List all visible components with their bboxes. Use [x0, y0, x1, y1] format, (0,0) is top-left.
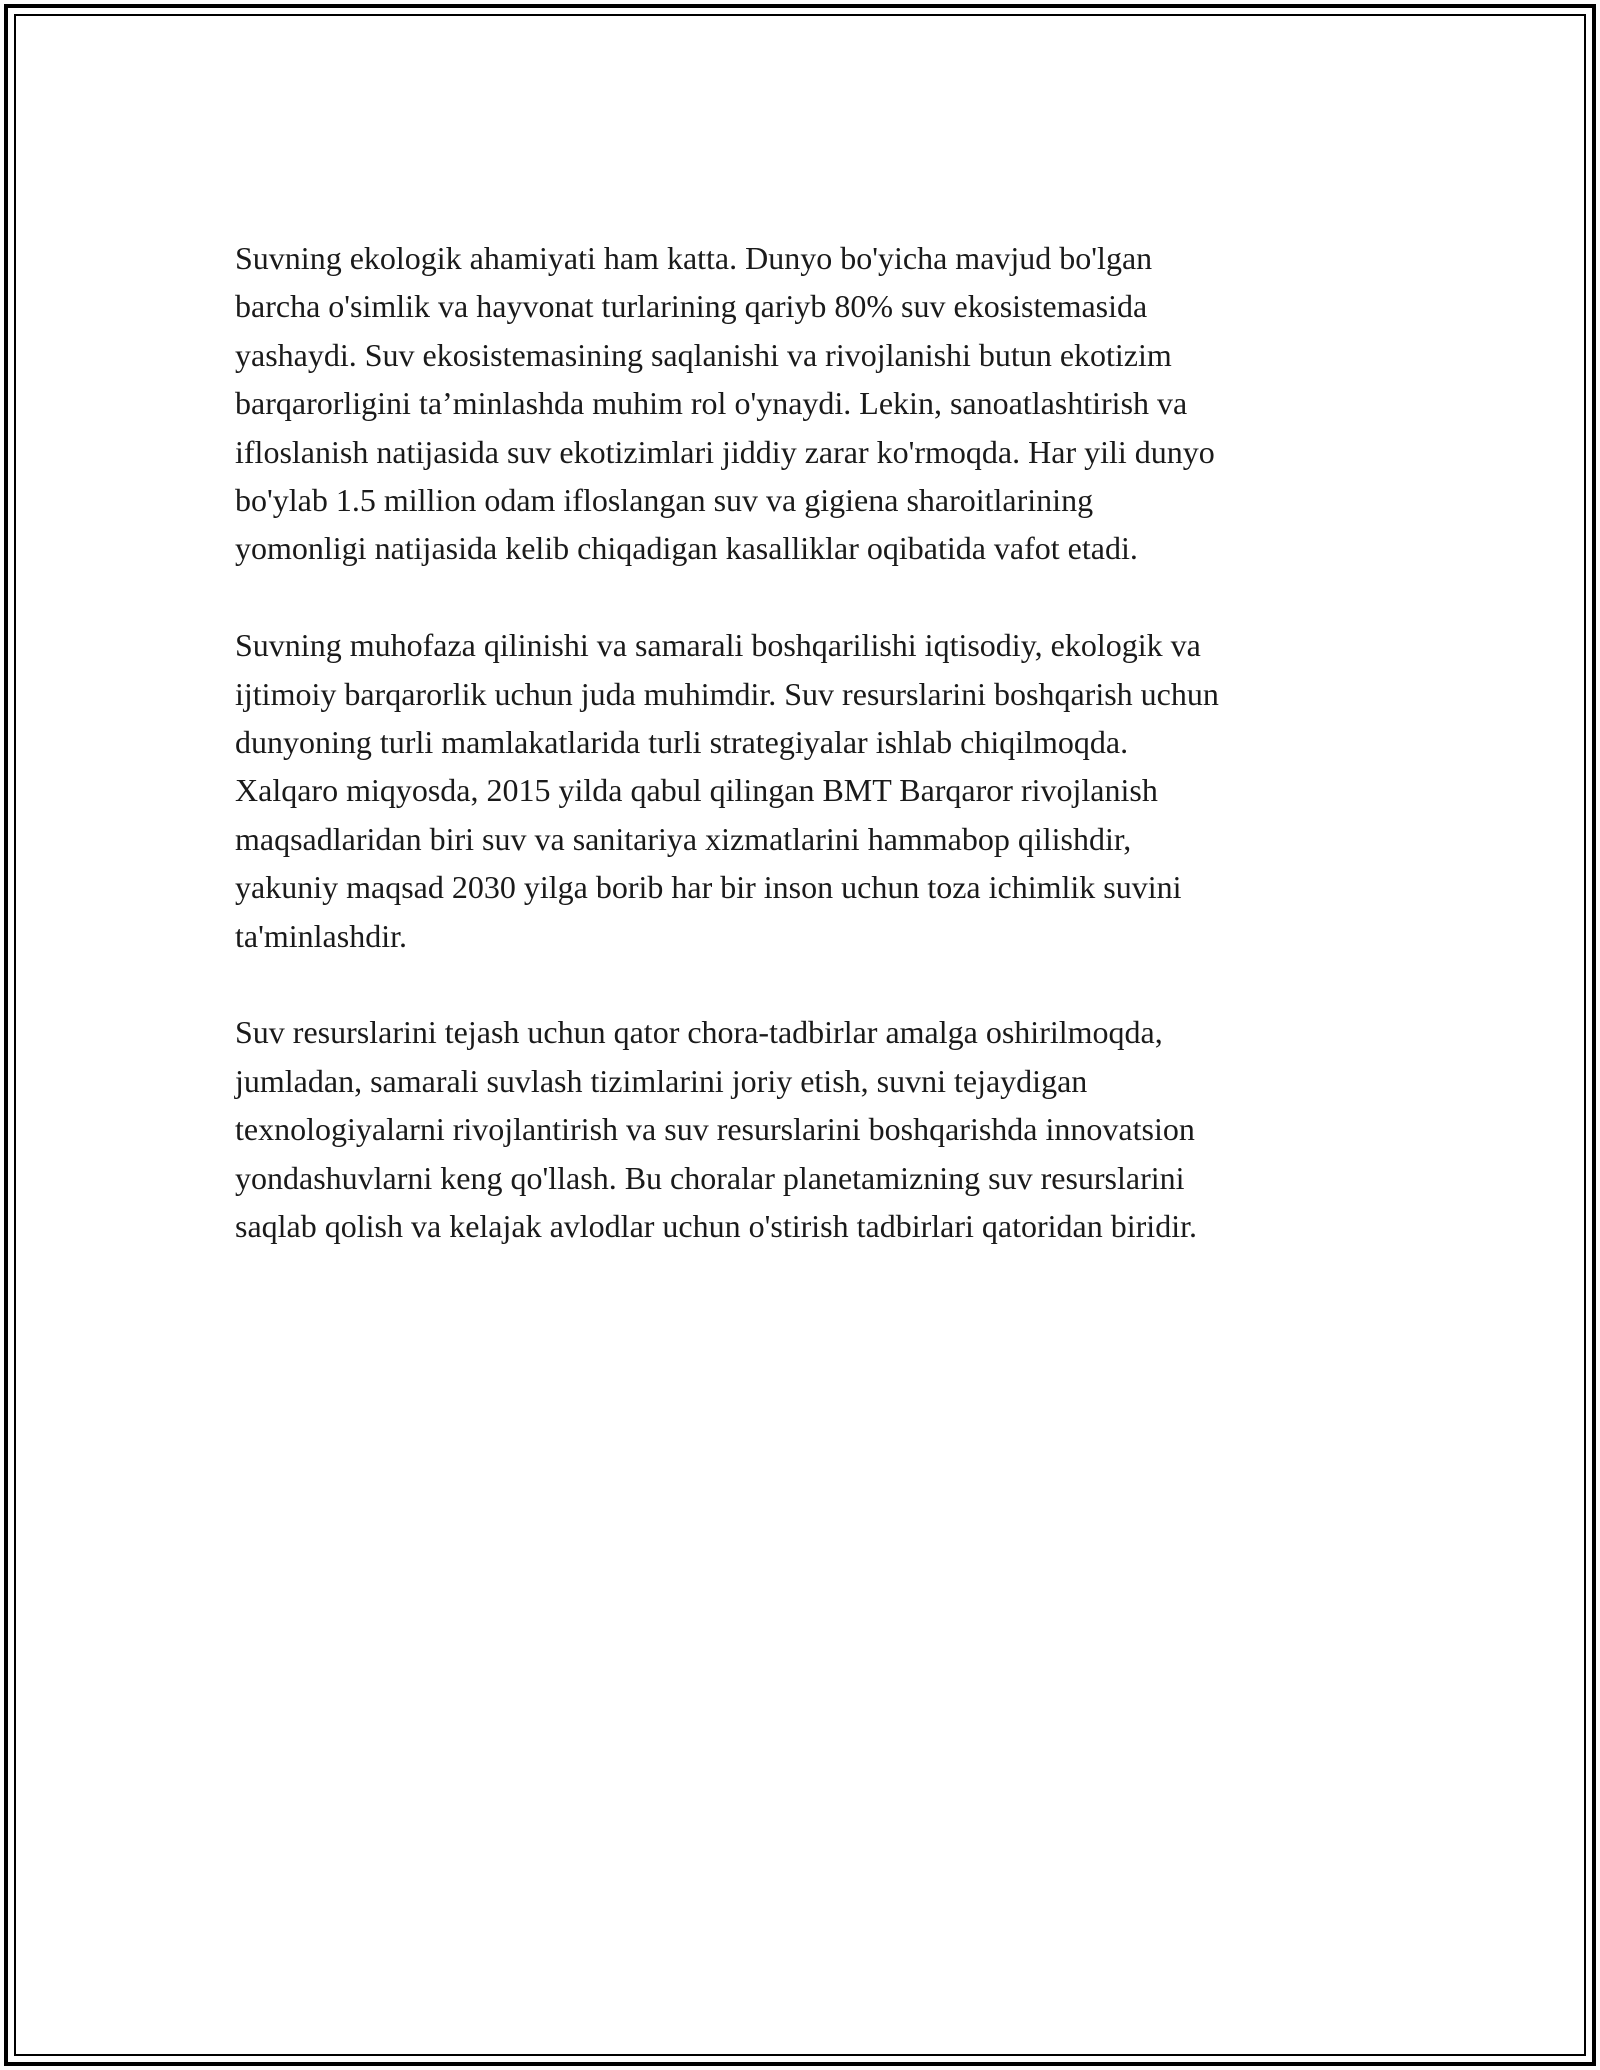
paragraph-2: Suvning muhofaza qilinishi va samarali boshqarilishi iqtisodiy, ekologik va ijtimoiy barqarorlik uchun juda muhimdir. Suv resurslarini boshqarish uchun dunyoning turli mamlakatlarida turli strategiyalar ishlab chiqilmoqda. Xalqaro miqyosda, 2015 yilda qabul qilingan BMT Barqaror rivojlanish maqsadlaridan biri suv va sanitariya xizmatlarini hammabop qilishdir, yakuniy maqsad 2030 yilga borib har bir inson uchun toza ichimlik suvini ta'minlashdir.: [235, 627, 1219, 954]
paragraph-3: Suv resurslarini tejash uchun qator chora-tadbirlar amalga oshirilmoqda, jumladan, samarali suvlash tizimlarini joriy etish, suvni tejaydigan texnologiyalarni rivojlantirish va suv resurslarini boshqarishda innovatsion yondashuvlarni keng qo'llash. Bu choralar planetamizning suv resurslarini saqlab qolish va kelajak avlodlar uchun o'stirish tadbirlari qatoridan biridir.: [235, 1014, 1197, 1245]
document-body: [235, 234, 1395, 1299]
paragraph-1: Suvning ekologik ahamiyati ham katta. Dunyo bo'yicha mavjud bo'lgan barcha o'simlik va hayvonat turlarining qariyb 80% suv ekosistemasida yashaydi. Suv ekosistemasining saqlanishi va rivojlanishi butun ekotizim barqarorligini ta’minlashda muhim rol o'ynaydi. Lekin, sanoatlashtirish va ifloslanish natijasida suv ekotizimlari jiddiy zarar ko'rmoqda. Har yili dunyo bo'ylab 1.5 million odam ifloslangan suv va gigiena sharoitlarining yomonligi natijasida kelib chiqadigan kasalliklar oqibatida vafot etadi.: [235, 240, 1215, 567]
